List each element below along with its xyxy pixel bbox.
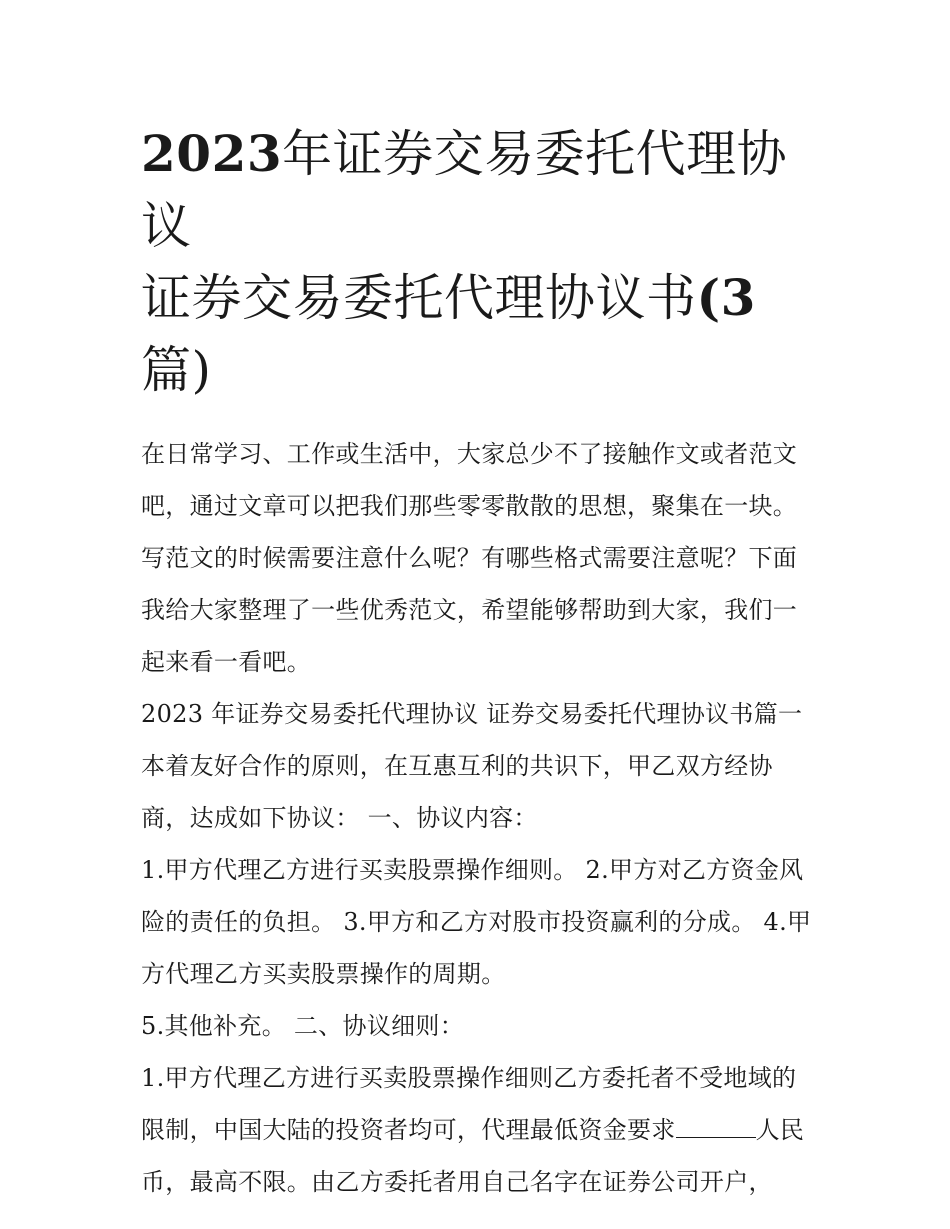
title-end: 篇) <box>141 341 212 399</box>
agreement-items-cont: 5.其他补充。 二、协议细则： <box>141 1012 465 1040</box>
details-text-after: 人民币，最高不限。由乙方委托者用自己名字在证券公司开户， <box>141 1116 805 1196</box>
agreement-items: 1.甲方代理乙方进行买卖股票操作细则。 2.甲方对乙方资金风险的责任的负担。 3.甲方和乙方对股市投资赢利的分成。 4.甲方代理乙方买卖股票操作的周期。 <box>141 856 812 988</box>
title-count: (3 <box>696 268 756 327</box>
details-paragraph <box>141 1052 816 1208</box>
intro-paragraph: 在日常学习、工作或生活中，大家总少不了接触作文或者范文吧，通过文章可以把我们那些零零散散的思想，聚集在一块。写范文的时候需要注意什么呢？有哪些格式需要注意呢？下面我给大家整理了一些优秀范文，希望能够帮助到大家，我们一起来看一看吧。 <box>141 440 798 676</box>
document-body <box>141 428 816 1208</box>
title-line2: 证券交易委托代理协议书 <box>141 269 697 327</box>
title-line1: 年证券交易委托代理协议 <box>141 125 788 255</box>
document-title <box>141 118 816 406</box>
section-heading: 2023 年证券交易委托代理协议 证券交易委托代理协议书篇一 <box>141 700 803 728</box>
document-page <box>141 118 816 1208</box>
fill-in-blank <box>676 1117 756 1138</box>
details-text-before: 1.甲方代理乙方进行买卖股票操作细则乙方委托者不受地域的限制，中国大陆的投资者均可，代理最低资金要求 <box>141 1064 797 1144</box>
agreement-paragraph: 本着友好合作的原则，在互惠互利的共识下，甲乙双方经协商，达成如下协议： 一、协议内容： <box>141 752 773 832</box>
title-year: 2023 <box>141 124 283 183</box>
